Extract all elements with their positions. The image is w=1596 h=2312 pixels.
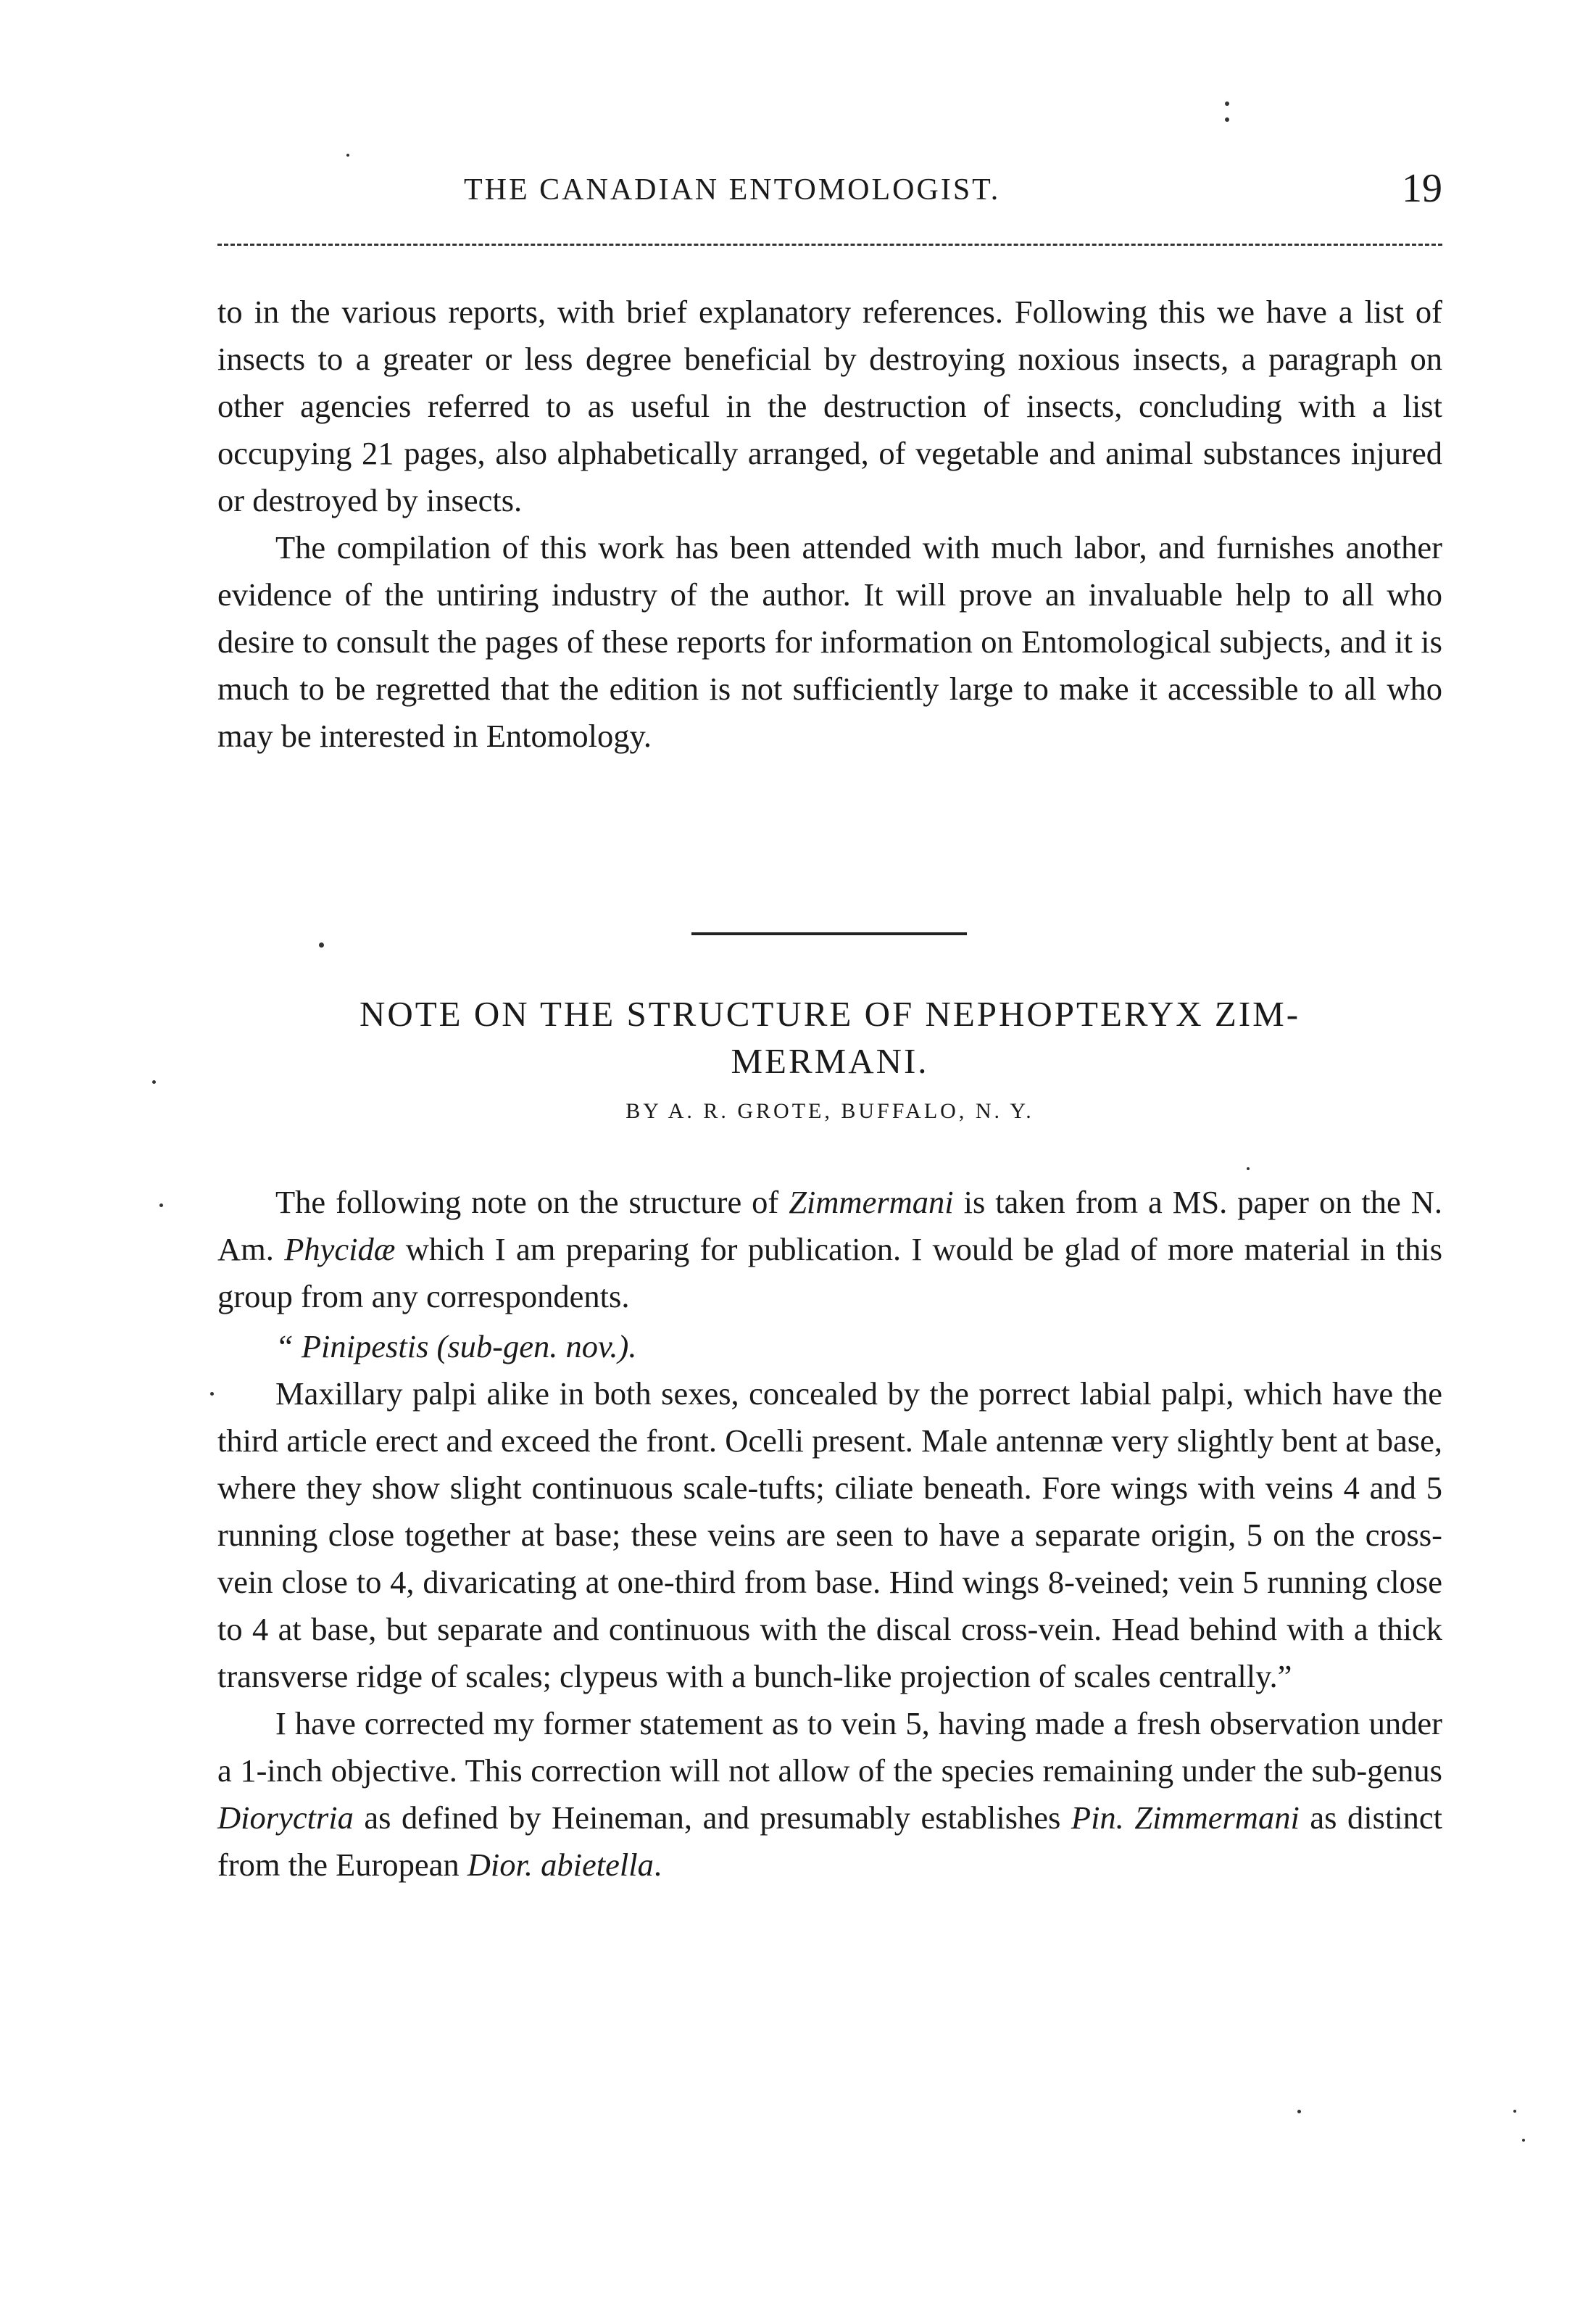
closing-text-3: as distinct from the European: [217, 1799, 1442, 1883]
description-paragraph: Maxillary palpi alike in both sexes, concealed by the porrect labial palpi, which have the third article erect and exceed the front. Ocelli present. Male antennæ very slightly bent at base, where they show slight continuous scale-tufts; ciliate beneath. Fore wings with veins 4 and 5 running close together at base; these veins are seen to have a separate origin, 5 on the cross-vein close to 4, divaricating at one-third from base. Hind wings 8-veined; vein 5 running close to 4 at base, but separate and continuous with the discal cross-vein. Head behind with a thick transverse ridge of scales; clypeus with a bunch-like projection of scales centrally.”: [217, 1375, 1442, 1694]
closing-italic-dioryctria: Dioryctria: [217, 1799, 354, 1836]
intro-paragraph: [217, 1179, 1442, 1320]
intro-text-2: is taken from a MS. paper on the N. Am.: [217, 1184, 1442, 1267]
scan-speck: [152, 1080, 156, 1084]
article-byline: BY A. R. GROTE, BUFFALO, N. Y.: [625, 1099, 1034, 1123]
intro-text-1: The following note on the structure of: [275, 1184, 789, 1220]
page-number: 19: [1402, 166, 1442, 211]
scan-speck: [319, 942, 324, 948]
subgenus-heading: “ Pinipestis (sub-gen. nov.).: [275, 1328, 637, 1364]
closing-text-4: .: [653, 1847, 662, 1883]
continued-review-text: [217, 289, 1442, 760]
intro-italic-zimmermani: Zimmermani: [789, 1184, 954, 1220]
intro-italic-phycidae: Phycidæ: [284, 1231, 396, 1267]
article-title-line-2: MERMANI.: [731, 1041, 929, 1081]
header-rule: [217, 244, 1442, 246]
article-title-line-1: NOTE ON THE STRUCTURE OF NEPHOPTERYX ZIM-: [359, 994, 1301, 1034]
scan-speck: [1513, 2110, 1516, 2113]
article-body: [217, 1179, 1442, 1889]
scan-speck: [159, 1203, 163, 1207]
scan-speck: [210, 1392, 214, 1396]
article-title: [217, 990, 1442, 1085]
running-head: [217, 166, 1442, 223]
intro-text-3: which I am preparing for publication. I would be glad of more material in this group from any correspondents.: [217, 1231, 1443, 1314]
closing-italic-dior-abietella: Dior. abietella: [467, 1847, 654, 1883]
scan-speck: [1522, 2139, 1525, 2142]
scan-speck: [1225, 117, 1229, 122]
scan-speck: [346, 154, 349, 157]
closing-text-2: as defined by Heineman, and presumably establishes: [353, 1799, 1071, 1836]
closing-italic-pin-zimmermani: Pin. Zimmermani: [1071, 1799, 1300, 1836]
scan-speck: [1247, 1167, 1250, 1170]
scan-speck: [1225, 101, 1229, 106]
scan-speck: [1297, 2110, 1301, 2113]
review-paragraph-2: The compilation of this work has been attended with much labor, and furnishes another evidence of the untiring industry of the author. It will prove an invaluable help to all who desire to consult the pages of these reports for information on Entomological subjects, and it is much to be regretted that the edition is not sufficiently large to make it accessible to all who may be interested in Entomology.: [217, 529, 1442, 754]
closing-text-1: I have corrected my former statement as to vein 5, having made a fresh observation under a 1-inch objective. This correction will not allow of the species remaining under the sub-genus: [217, 1705, 1442, 1789]
review-paragraph-1: to in the various reports, with brief explanatory references. Following this we have a list of insects to a greater or less degree beneficial by destroying noxious insects, a paragraph on other agencies referred to as useful in the destruction of insects, concluding with a list occupying 21 pages, also alphabetically arranged, of vegetable and animal substances injured or destroyed by insects.: [217, 294, 1442, 518]
section-divider: [691, 932, 967, 935]
running-title: THE CANADIAN ENTOMOLOGIST.: [464, 173, 1001, 207]
closing-paragraph: [217, 1700, 1442, 1889]
